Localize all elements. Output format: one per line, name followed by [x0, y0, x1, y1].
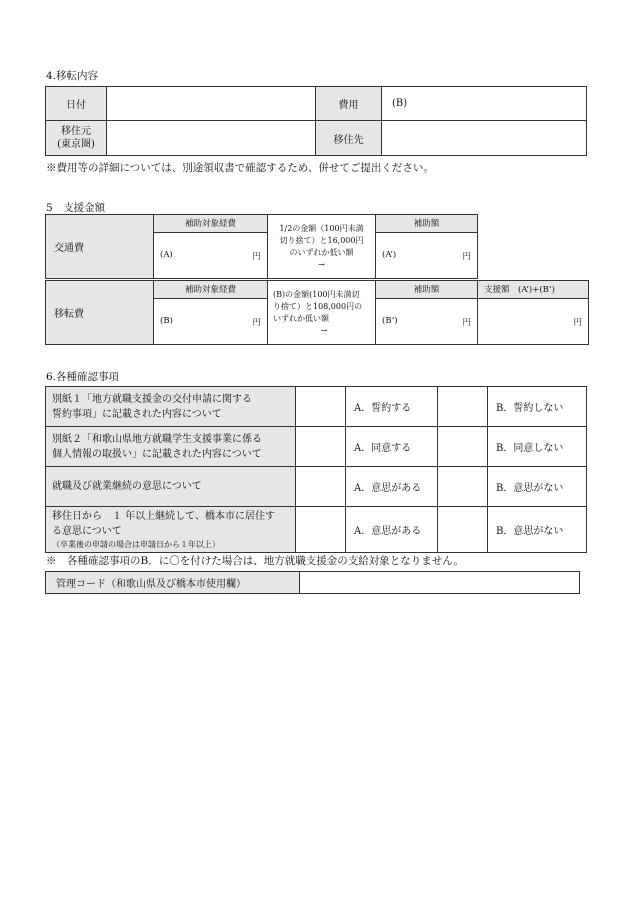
cost-tag: (B): [392, 98, 408, 109]
moving-calc-note: [268, 281, 376, 345]
option-a-mark-cell[interactable]: [296, 507, 346, 553]
arrow-icon: →: [320, 325, 328, 335]
total-header: 支援額 (A’)+(B’): [478, 281, 589, 299]
option-a-label: A．誓約する: [346, 387, 438, 427]
moving-details-table: [45, 86, 587, 156]
moving-table: [45, 280, 589, 345]
yen-unit: 円: [462, 251, 471, 262]
date-label: 日付: [46, 87, 107, 121]
section6-title: 6.各種確認事項: [46, 371, 120, 383]
question-line: 誓約事項」に記載された内容について: [52, 408, 222, 420]
option-b-mark-cell[interactable]: [438, 387, 488, 427]
moving-calc-line1: (B)の金額(100円未満切: [273, 289, 360, 299]
cost-field[interactable]: [382, 87, 587, 121]
transport-subsidy-field[interactable]: [376, 233, 478, 279]
dest-field[interactable]: [382, 121, 587, 156]
option-a-label: A．意思がある: [346, 467, 438, 507]
confirmation-table: [45, 386, 587, 553]
yen-unit: 円: [462, 317, 471, 328]
option-b-label: B．意思がない: [488, 507, 587, 553]
section6-note: ※ 各種確認事項のB．に〇を付けた場合は、地方就職支援金の支給対象となりません。: [46, 555, 464, 567]
option-a-label: A．同意する: [346, 427, 438, 467]
moving-amount-tag: (B): [160, 315, 173, 326]
transport-subsidy-header: 補助額: [376, 215, 478, 233]
yen-unit: 円: [252, 317, 261, 328]
option-b-label: B．同意しない: [488, 427, 587, 467]
moving-label: 移転費: [46, 281, 154, 345]
moving-subsidy-tag: (B’): [382, 315, 398, 326]
option-a-mark-cell[interactable]: [296, 427, 346, 467]
question-line: 移住日から １ 年以上継続して、橋本市に居住す: [52, 511, 275, 522]
confirmation-row: [46, 387, 587, 427]
option-a-label: A．意思がある: [346, 507, 438, 553]
question-line: 個人情報の取扱い」に記載された内容について: [52, 448, 262, 460]
transport-calc-line3: のいずれか低い額: [289, 247, 354, 257]
origin-field[interactable]: [107, 121, 316, 156]
confirmation-question: 就職及び就業継続の意思について: [46, 467, 296, 507]
option-a-mark-cell[interactable]: [296, 467, 346, 507]
transport-calc-note: [268, 215, 376, 279]
question-line: る意思について: [52, 526, 122, 537]
confirmation-question: [46, 387, 296, 427]
confirmation-row: [46, 507, 587, 553]
mgmt-code-label: 管理コード（和歌山県及び橋本市使用欄）: [46, 572, 300, 594]
moving-calc-line3: いずれか低い額: [273, 313, 329, 323]
mgmt-code-field[interactable]: [300, 572, 580, 594]
dest-label: 移住先: [316, 121, 382, 156]
yen-unit: 円: [252, 251, 261, 262]
confirmation-question: [46, 427, 296, 467]
transport-calc-line1: 1/2の金額（100円未満: [279, 223, 364, 233]
origin-label: [46, 121, 107, 156]
transport-label: 交通費: [46, 215, 154, 279]
moving-calc-line2: り捨て）と108,000円の: [273, 301, 363, 311]
section4-title: 4.移転内容: [46, 70, 99, 82]
transport-calc-line2: 切り捨て）と16,000円: [279, 235, 364, 245]
option-b-label: B．意思がない: [488, 467, 587, 507]
confirmation-row: [46, 427, 587, 467]
transport-table: [45, 214, 478, 279]
confirmation-question: [46, 507, 296, 553]
yen-unit: 円: [573, 317, 582, 328]
origin-label-line2: (東京圏): [57, 139, 95, 150]
moving-subsidy-header: 補助額: [376, 281, 478, 299]
option-b-mark-cell[interactable]: [438, 467, 488, 507]
confirmation-row: [46, 467, 587, 507]
arrow-icon: →: [318, 259, 325, 269]
transport-target-header: 補助対象経費: [154, 215, 268, 233]
management-code-table: [45, 571, 580, 594]
total-field[interactable]: [478, 299, 589, 345]
cost-label: 費用: [316, 87, 382, 121]
question-line: 別紙１「地方就職支援金の交付申請に関する: [52, 393, 252, 405]
section4-note: ※費用等の詳細については、別途領収書で確認するため、併せてご提出ください。: [46, 162, 434, 174]
option-b-mark-cell[interactable]: [438, 427, 488, 467]
question-subnote: （卒業後の申請の場合は申請日から１年以上）: [52, 540, 220, 549]
moving-amount-field[interactable]: [154, 299, 268, 345]
origin-label-line1: 移住元: [61, 126, 91, 137]
option-a-mark-cell[interactable]: [296, 387, 346, 427]
transport-amount-tag: (A): [160, 249, 173, 260]
section5-title: 5 支援金額: [46, 202, 106, 214]
option-b-mark-cell[interactable]: [438, 507, 488, 553]
transport-amount-field[interactable]: [154, 233, 268, 279]
moving-target-header: 補助対象経費: [154, 281, 268, 299]
option-b-label: B．誓約しない: [488, 387, 587, 427]
moving-subsidy-field[interactable]: [376, 299, 478, 345]
question-line: 別紙２「和歌山県地方就職学生支援事業に係る: [52, 433, 262, 445]
transport-subsidy-tag: (A’): [382, 249, 397, 260]
date-field[interactable]: [107, 87, 316, 121]
